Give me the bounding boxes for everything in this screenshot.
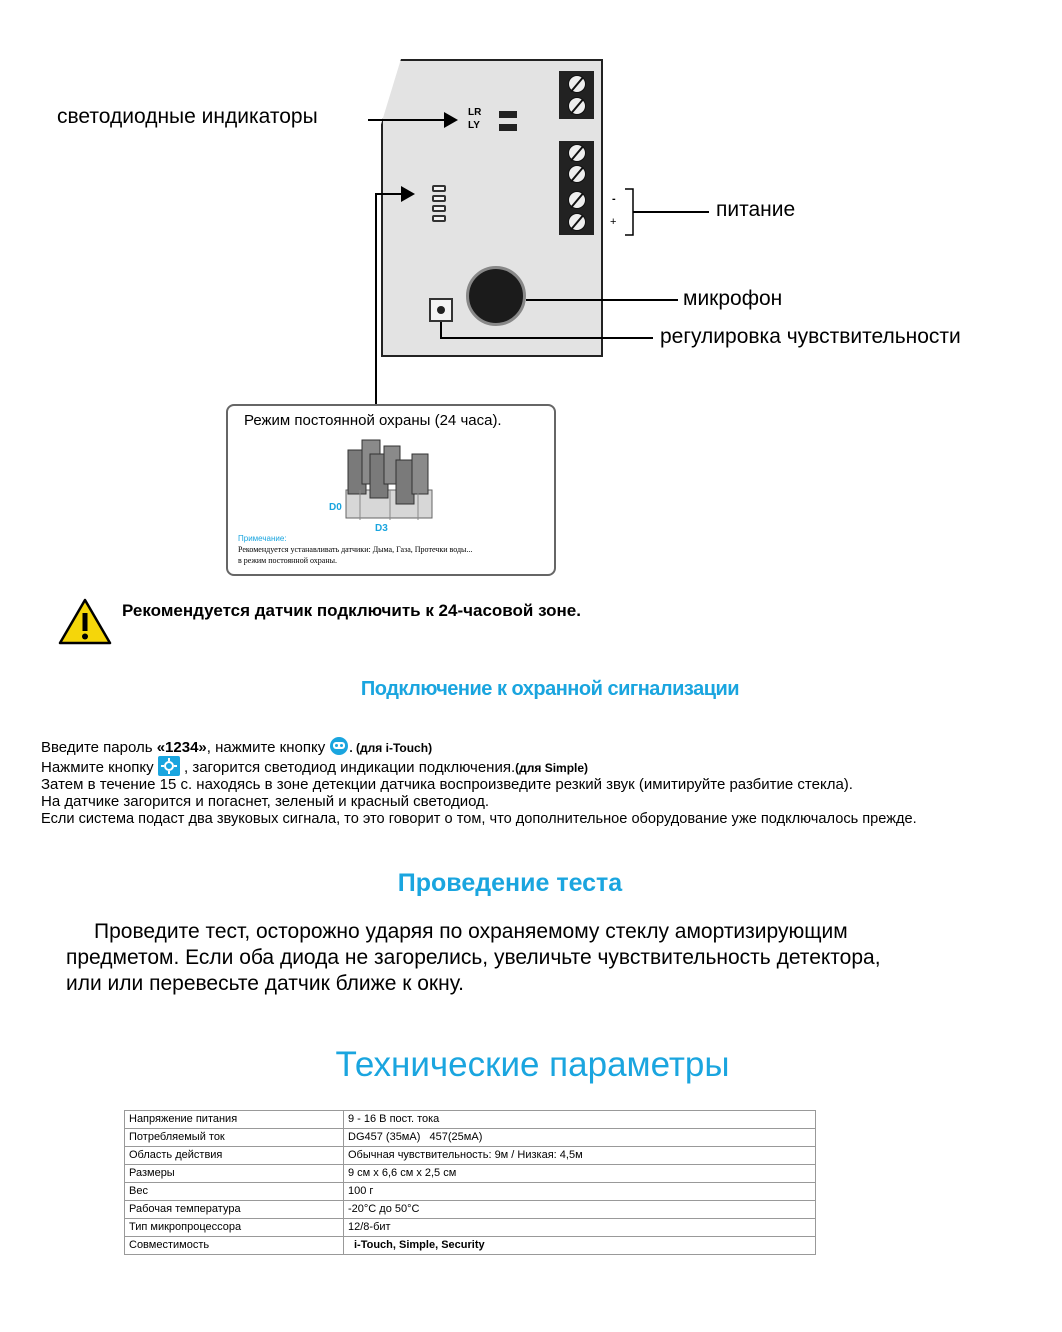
connect-line-2-c: (для Simple)	[515, 761, 589, 775]
jumper-box-title: Режим постоянной охраны (24 часа).	[244, 412, 502, 429]
microphone	[466, 266, 526, 326]
polarity-minus: -	[612, 193, 616, 205]
connect-line-5: Если система подаст два звуковых сигнала, то это говорит о том, что дополнительное оборудование уже подключалось прежде.	[41, 811, 917, 827]
table-row	[125, 1147, 816, 1165]
table-row	[125, 1111, 816, 1129]
spec-value: i-Touch, Simple, Security	[344, 1237, 816, 1255]
spec-value: -20°C до 50°C	[344, 1201, 816, 1219]
connect-line-2-b: , загорится светодиод индикации подключения.	[184, 759, 516, 776]
table-row	[125, 1129, 816, 1147]
connect-heading: Подключение к охранной сигнализации	[360, 678, 740, 700]
led-label: светодиодные индикаторы	[57, 105, 318, 128]
led-code-lr: LR	[468, 107, 482, 118]
polarity-plus: +	[610, 216, 617, 228]
led-arrow-line	[368, 119, 448, 121]
jumper-mode-box	[226, 404, 556, 576]
jumper-pin	[432, 195, 446, 202]
terminal-block-top	[559, 71, 594, 119]
table-row	[125, 1165, 816, 1183]
connect-line-1-b: , нажмите кнопку	[206, 739, 330, 756]
spec-name: Вес	[125, 1183, 344, 1201]
mic-line	[526, 299, 678, 301]
simple-button-icon	[158, 756, 180, 776]
power-line	[633, 211, 709, 213]
jumper-block-illustration	[340, 434, 444, 526]
arrowhead-icon	[401, 186, 415, 202]
connect-line-4: На датчике загорится и погаснет, зеленый и красный светодиод.	[41, 793, 490, 810]
led-code-ly: LY	[468, 120, 480, 131]
spec-name: Напряжение питания	[125, 1111, 344, 1129]
warning-icon	[58, 598, 112, 645]
sensitivity-label: регулировка чувствительности	[660, 325, 961, 348]
table-row	[125, 1183, 816, 1201]
jumper-d0-label: D0	[329, 502, 342, 513]
terminal-block-middle	[559, 141, 594, 187]
led-red	[499, 111, 517, 118]
table-row	[125, 1237, 816, 1255]
connect-line-1-c: . (для i-Touch)	[349, 741, 433, 755]
password-code: «1234»	[156, 739, 207, 756]
jumper-pin	[432, 215, 446, 222]
spec-value: 12/8-бит	[344, 1219, 816, 1237]
table-row	[125, 1201, 816, 1219]
power-label: питание	[716, 198, 796, 221]
spec-name: Рабочая температура	[125, 1201, 344, 1219]
test-line-2: предметом. Если оба диода не загорелись, увеличьте чувствительность детектора,	[66, 946, 881, 969]
jumper-d3-label: D3	[375, 523, 388, 534]
table-row	[125, 1219, 816, 1237]
connect-line-2	[41, 756, 588, 776]
spec-name: Совместимость	[125, 1237, 344, 1255]
spec-value: 9 - 16 В пост. тока	[344, 1111, 816, 1129]
connect-line-2-a: Нажмите кнопку	[41, 759, 158, 776]
test-line-3: или или перевесьте датчик ближе к окну.	[66, 972, 464, 995]
spec-value: 100 г	[344, 1183, 816, 1201]
led-yellow	[499, 124, 517, 131]
jumper-note-line1: Рекомендуется устанавливать датчики: Дыма, Газа, Протечки воды...	[238, 545, 473, 554]
connect-line-1-a: Введите пароль	[41, 739, 157, 756]
jumper-pin	[432, 205, 446, 212]
specs-heading: Технические параметры	[335, 1045, 730, 1084]
test-heading: Проведение теста	[397, 869, 623, 897]
terminal-block-power	[559, 187, 594, 235]
jumper-arrow-line-h	[375, 193, 403, 195]
jumper-arrow-line-v	[375, 193, 377, 404]
spec-value: Обычная чувствительность: 9м / Низкая: 4,5м	[344, 1147, 816, 1165]
spec-name: Тип микропроцессора	[125, 1219, 344, 1237]
spec-value: 9 см x 6,6 см x 2,5 см	[344, 1165, 816, 1183]
jumper-note-title: Примечание:	[238, 534, 287, 543]
spec-value: DG457 (35мА) 457(25мА)	[344, 1129, 816, 1147]
connect-line-1	[41, 736, 432, 756]
spec-name: Потребляемый ток	[125, 1129, 344, 1147]
arrowhead-icon	[444, 112, 458, 128]
itouch-button-icon	[329, 736, 349, 756]
jumper-note-line2: в режим постоянной охраны.	[238, 556, 337, 565]
sensitivity-line-h	[440, 337, 653, 339]
mic-label: микрофон	[683, 287, 783, 310]
warning-text: Рекомендуется датчик подключить к 24-часовой зоне.	[122, 601, 581, 620]
specs-table	[124, 1110, 816, 1255]
sensitivity-line-v	[440, 322, 442, 338]
spec-name: Размеры	[125, 1165, 344, 1183]
spec-name: Область действия	[125, 1147, 344, 1165]
jumper-pin	[432, 185, 446, 192]
test-line-1: Проведите тест, осторожно ударяя по охраняемому стеклу амортизирующим	[94, 920, 848, 943]
sensitivity-potentiometer	[429, 298, 453, 322]
connect-line-3: Затем в течение 15 с. находясь в зоне детекции датчика воспроизведите резкий звук (имитируйте разбитие стекла).	[41, 776, 853, 793]
